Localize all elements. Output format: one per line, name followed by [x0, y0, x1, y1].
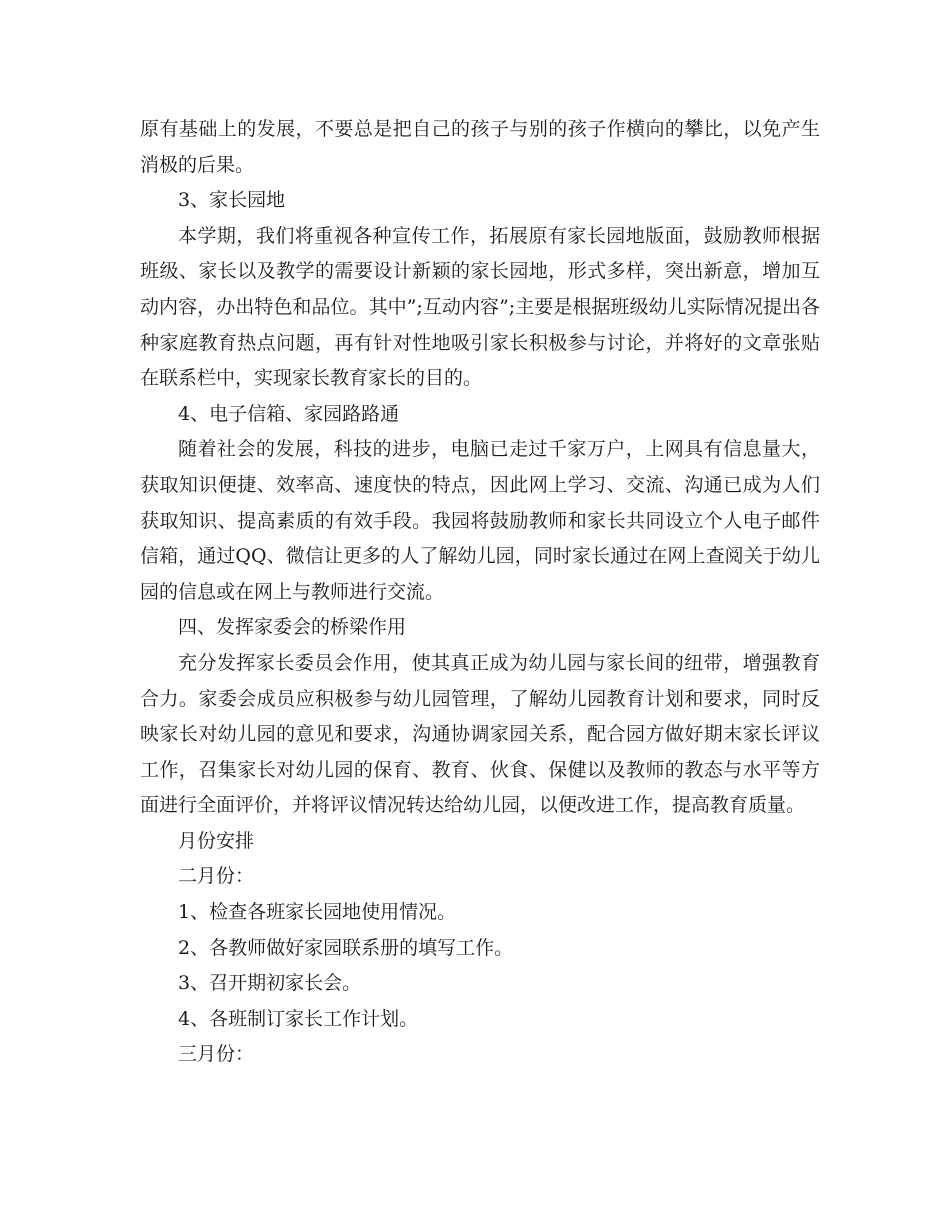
document-body: [140, 112, 820, 1073]
section-heading-committee: 四、发挥家委会的桥梁作用: [178, 616, 407, 639]
paragraph-parent-garden: 本学期，我们将重视各种宣传工作，拓展原有家长园地版面，鼓励教师根据班级、家长以及教学的需要设计新颖的家长园地，形式多样，突出新意，增加互动内容，办出特色和品位。其中”;互动内容”;主要是根据班级幼儿实际情况提出各种家庭教育热点问题，再有针对性地吸引家长积极参与讨论，并将好的文章张贴在联系栏中，实现家长教育家长的目的。: [140, 224, 820, 390]
paragraph-email: 随着社会的发展，科技的进步，电脑已走过千家万户，上网具有信息量大，获取知识便捷、效率高、速度快的特点，因此网上学习、交流、沟通已成为人们获取知识、提高素质的有效手段。我园将鼓励教师和家长共同设立个人电子邮件信箱，通过QQ、微信让更多的人了解幼儿园，同时家长通过在网上查阅关于幼儿园的信息或在网上与教师进行交流。: [140, 438, 820, 603]
section-heading-email: 4、电子信箱、家园路路通: [178, 402, 400, 425]
heading-february: 二月份：: [178, 865, 255, 888]
list-item: 2、各教师做好家园联系册的填写工作。: [178, 936, 514, 959]
list-item: 4、各班制订家长工作计划。: [178, 1007, 419, 1030]
list-item: 1、检查各班家长园地使用情况。: [178, 901, 457, 924]
list-item: 3、召开期初家长会。: [178, 972, 362, 995]
section-heading-parent-garden: 3、家长园地: [178, 189, 286, 212]
heading-monthly-schedule: 月份安排: [178, 829, 255, 852]
paragraph-continuation: 原有基础上的发展，不要总是把自己的孩子与别的孩子作横向的攀比，以免产生消极的后果。: [140, 118, 820, 176]
paragraph-committee: 充分发挥家长委员会作用，使其真正成为幼儿园与家长间的纽带，增强教育合力。家委会成员应积极参与幼儿园管理，了解幼儿园教育计划和要求，同时反映家长对幼儿园的意见和要求，沟通协调家园关系，配合园方做好期末家长评议工作，召集家长对幼儿园的保育、教育、伙食、保健以及教师的教态与水平等方面进行全面评价，并将评议情况转达给幼儿园，以便改进工作，提高教育质量。: [140, 651, 820, 817]
heading-march: 三月份：: [178, 1043, 255, 1066]
